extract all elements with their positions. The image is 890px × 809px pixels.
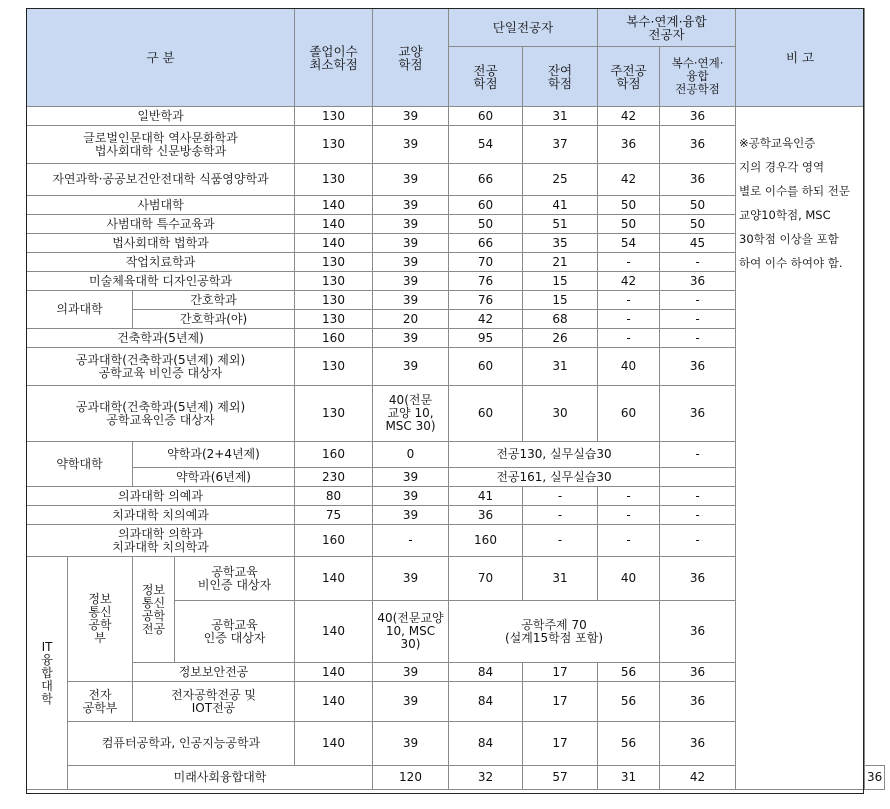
cell-major-credits: 60: [449, 348, 523, 386]
cell-main-major-credits: 36: [598, 126, 660, 164]
row-name: 공과대학(건축학과(5년제) 제외) 공학교육 비인증 대상자: [27, 348, 295, 386]
cell-major-credits: 60: [449, 386, 523, 442]
row-name: 정보보안전공: [133, 663, 295, 682]
cell-min-credits: 160: [295, 442, 373, 468]
header-main-major-credits: 주전공 학점: [598, 47, 660, 107]
cell-main-major-credits: 56: [598, 663, 660, 682]
cell-major-credits: 160: [449, 525, 523, 557]
header-category: 구 분: [27, 9, 295, 107]
cell-single-major-merged: 전공161, 실무실습30: [449, 468, 660, 487]
cell-min-credits: 75: [295, 506, 373, 525]
group-electronics-dept: 전자 공학부: [68, 682, 133, 722]
cell-main-major-credits: 40: [598, 557, 660, 601]
cell-min-credits: 130: [295, 310, 373, 329]
cell-remaining-credits: 31: [523, 348, 598, 386]
cell-single-major-merged: 공학주제 70 (설계15학점 포함): [449, 601, 660, 663]
header-remarks: 비 고: [736, 9, 865, 107]
cell-general-credits: 39: [373, 234, 449, 253]
cell-multi-major-credits: -: [660, 506, 736, 525]
row-name: 치과대학 치의예과: [27, 506, 295, 525]
row-name: 법사회대학 법학과: [27, 234, 295, 253]
cell-multi-major-credits: -: [660, 253, 736, 272]
cell-general-credits: 39: [373, 329, 449, 348]
cell-main-major-credits: 42: [598, 107, 660, 126]
cell-major-credits: 54: [449, 126, 523, 164]
cell-major-credits: 50: [449, 215, 523, 234]
cell-major-credits: 70: [449, 557, 523, 601]
cell-min-credits: 230: [295, 468, 373, 487]
cell-min-credits: 80: [295, 487, 373, 506]
cell-main-major-credits: 50: [598, 215, 660, 234]
cell-remaining-credits: 68: [523, 310, 598, 329]
cell-general-credits: 39: [373, 253, 449, 272]
cell-general-credits: 39: [373, 291, 449, 310]
row-name: 글로벌인문대학 역사문화학과 법사회대학 신문방송학과: [27, 126, 295, 164]
cell-general-credits: 39: [373, 682, 449, 722]
cell-remaining-credits: 31: [523, 557, 598, 601]
cell-multi-major-credits: [660, 468, 736, 487]
cell-general-credits: 0: [373, 442, 449, 468]
cell-major-credits: 60: [449, 196, 523, 215]
cell-major-credits: 70: [449, 253, 523, 272]
header-single-major: 단일전공자: [449, 9, 598, 47]
cell-remaining-credits: 15: [523, 291, 598, 310]
cell-remaining-credits: 25: [523, 164, 598, 196]
cell-general-credits: 39: [373, 272, 449, 291]
header-remaining-credits: 잔여 학점: [523, 47, 598, 107]
cell-general-credits: 20: [373, 310, 449, 329]
cell-min-credits: 140: [295, 663, 373, 682]
cell-multi-major-credits: 36: [660, 107, 736, 126]
cell-general-credits: 39: [373, 196, 449, 215]
header-min-credits: 졸업이수 최소학점: [295, 9, 373, 107]
cell-general-credits: 39: [373, 506, 449, 525]
cell-min-credits: 160: [295, 329, 373, 348]
group-pharmacy-college: 약학대학: [27, 442, 133, 487]
cell-major-credits: 42: [449, 310, 523, 329]
cell-min-credits: 130: [295, 348, 373, 386]
cell-multi-major-credits: 36: [660, 126, 736, 164]
row-name: 건축학과(5년제): [27, 329, 295, 348]
cell-multi-major-credits: 45: [660, 234, 736, 253]
cell-multi-major-credits: 36: [865, 766, 885, 790]
cell-min-credits: 120: [373, 766, 449, 790]
cell-min-credits: 130: [295, 126, 373, 164]
row-name: 컴퓨터공학과, 인공지능공학과: [68, 722, 295, 766]
header-multi-major: 복수·연계·융합 전공자: [598, 9, 736, 47]
cell-multi-major-credits: -: [660, 329, 736, 348]
cell-multi-major-credits: 36: [660, 348, 736, 386]
cell-remaining-credits: 17: [523, 682, 598, 722]
cell-multi-major-credits: -: [660, 310, 736, 329]
cell-major-credits: 84: [449, 663, 523, 682]
row-name: 사범대학 특수교육과: [27, 215, 295, 234]
cell-min-credits: 140: [295, 557, 373, 601]
cell-min-credits: 140: [295, 215, 373, 234]
cell-main-major-credits: 42: [598, 272, 660, 291]
row-name: 전자공학전공 및 IOT전공: [133, 682, 295, 722]
curriculum-credit-table: [26, 8, 885, 790]
cell-main-major-credits: -: [598, 291, 660, 310]
header-general-credits: 교양 학점: [373, 9, 449, 107]
cell-main-major-credits: 42: [598, 164, 660, 196]
cell-main-major-credits: 54: [598, 234, 660, 253]
cell-multi-major-credits: 36: [660, 272, 736, 291]
cell-min-credits: 140: [295, 196, 373, 215]
cell-min-credits: 130: [295, 253, 373, 272]
cell-main-major-credits: -: [598, 329, 660, 348]
cell-main-major-credits: -: [598, 253, 660, 272]
cell-major-credits: 66: [449, 164, 523, 196]
cell-multi-major-credits: -: [660, 291, 736, 310]
row-name: 의과대학 의학과 치과대학 치의학과: [27, 525, 295, 557]
cell-multi-major-credits: 36: [660, 682, 736, 722]
cell-main-major-credits: 56: [598, 682, 660, 722]
cell-major-credits: 41: [449, 487, 523, 506]
cell-min-credits: 130: [295, 272, 373, 291]
cell-main-major-credits: -: [598, 506, 660, 525]
cell-general-credits: 39: [373, 348, 449, 386]
cell-main-major-credits: -: [598, 525, 660, 557]
remarks-note: ※공학교육인증 지의 경우각 영역 별로 이수를 하되 전문 교양10학점, MSC 30학점 이상을 포함 하여 이수 하여야 함.: [736, 107, 865, 790]
cell-general-credits: 39: [373, 557, 449, 601]
cell-general-credits: 39: [373, 487, 449, 506]
row-name: 약학과(6년제): [133, 468, 295, 487]
row-name: 간호학과(야): [133, 310, 295, 329]
row-name: 작업치료학과: [27, 253, 295, 272]
cell-remaining-credits: 37: [523, 126, 598, 164]
cell-main-major-credits: 50: [598, 196, 660, 215]
row-name: 의과대학 의예과: [27, 487, 295, 506]
cell-multi-major-credits: 50: [660, 215, 736, 234]
cell-multi-major-credits: 36: [660, 557, 736, 601]
cell-multi-major-credits: -: [660, 487, 736, 506]
row-name: 미술체육대학 디자인공학과: [27, 272, 295, 291]
cell-general-credits: 39: [373, 107, 449, 126]
cell-remaining-credits: 26: [523, 329, 598, 348]
cell-min-credits: 140: [295, 234, 373, 253]
group-info-comm-dept: 정보 통신 공학 부: [68, 557, 133, 682]
cell-remaining-credits: 30: [523, 386, 598, 442]
cell-major-credits: 60: [449, 107, 523, 126]
cell-remaining-credits: -: [523, 525, 598, 557]
row-name: 공과대학(건축학과(5년제) 제외) 공학교육인증 대상자: [27, 386, 295, 442]
cell-major-credits: 95: [449, 329, 523, 348]
row-name: 공학교육 인증 대상자: [175, 601, 295, 663]
cell-main-major-credits: -: [598, 310, 660, 329]
cell-single-major-merged: 전공130, 실무실습30: [449, 442, 660, 468]
group-info-comm-major: 정보 통신 공학 전공: [133, 557, 175, 663]
cell-major-credits: 66: [449, 234, 523, 253]
group-it-college: IT 융 합 대 학: [27, 557, 68, 790]
cell-general-credits: 39: [373, 126, 449, 164]
cell-multi-major-credits: 36: [660, 386, 736, 442]
cell-general-credits: 39: [373, 722, 449, 766]
cell-remaining-credits: 31: [598, 766, 660, 790]
cell-major-credits: 84: [449, 722, 523, 766]
group-medical-college: 의과대학: [27, 291, 133, 329]
cell-major-credits: 57: [523, 766, 598, 790]
row-name: 미래사회융합대학: [68, 766, 373, 790]
cell-general-credits: 39: [373, 164, 449, 196]
cell-main-major-credits: 40: [598, 348, 660, 386]
row-name: 사범대학: [27, 196, 295, 215]
row-name: 일반학과: [27, 107, 295, 126]
row-name: 공학교육 비인증 대상자: [175, 557, 295, 601]
cell-general-credits: 39: [373, 468, 449, 487]
cell-major-credits: 36: [449, 506, 523, 525]
cell-general-credits: 39: [373, 663, 449, 682]
cell-general-credits: 32: [449, 766, 523, 790]
cell-min-credits: 140: [295, 722, 373, 766]
cell-main-major-credits: 42: [660, 766, 736, 790]
cell-multi-major-credits: -: [660, 525, 736, 557]
cell-min-credits: 130: [295, 291, 373, 310]
cell-general-credits: 40(전문 교양 10, MSC 30): [373, 386, 449, 442]
cell-multi-major-credits: 36: [660, 601, 736, 663]
cell-multi-major-credits: 36: [660, 722, 736, 766]
cell-main-major-credits: -: [598, 487, 660, 506]
cell-multi-major-credits: 50: [660, 196, 736, 215]
cell-remaining-credits: 31: [523, 107, 598, 126]
row-name: 자연과학·공공보건안전대학 식품영양학과: [27, 164, 295, 196]
header-major-credits: 전공 학점: [449, 47, 523, 107]
cell-remaining-credits: -: [523, 487, 598, 506]
cell-remaining-credits: 21: [523, 253, 598, 272]
cell-remaining-credits: 15: [523, 272, 598, 291]
cell-min-credits: 160: [295, 525, 373, 557]
row-name: 간호학과: [133, 291, 295, 310]
cell-remaining-credits: 35: [523, 234, 598, 253]
cell-min-credits: 130: [295, 164, 373, 196]
cell-remaining-credits: 17: [523, 722, 598, 766]
header-multi-major-credits: 복수·연계· 융합 전공학점: [660, 47, 736, 107]
cell-major-credits: 76: [449, 272, 523, 291]
cell-general-credits: -: [373, 525, 449, 557]
cell-min-credits: 130: [295, 386, 373, 442]
cell-min-credits: 140: [295, 682, 373, 722]
row-name: 약학과(2+4년제): [133, 442, 295, 468]
cell-major-credits: 76: [449, 291, 523, 310]
cell-major-credits: 84: [449, 682, 523, 722]
cell-general-credits: 40(전문교양 10, MSC 30): [373, 601, 449, 663]
cell-multi-major-credits: -: [660, 442, 736, 468]
cell-remaining-credits: 51: [523, 215, 598, 234]
cell-remaining-credits: 41: [523, 196, 598, 215]
cell-multi-major-credits: 36: [660, 164, 736, 196]
cell-min-credits: 130: [295, 107, 373, 126]
cell-remaining-credits: 17: [523, 663, 598, 682]
cell-main-major-credits: 60: [598, 386, 660, 442]
cell-general-credits: 39: [373, 215, 449, 234]
cell-main-major-credits: 56: [598, 722, 660, 766]
cell-min-credits: 140: [295, 601, 373, 663]
cell-multi-major-credits: 36: [660, 663, 736, 682]
cell-remaining-credits: -: [523, 506, 598, 525]
